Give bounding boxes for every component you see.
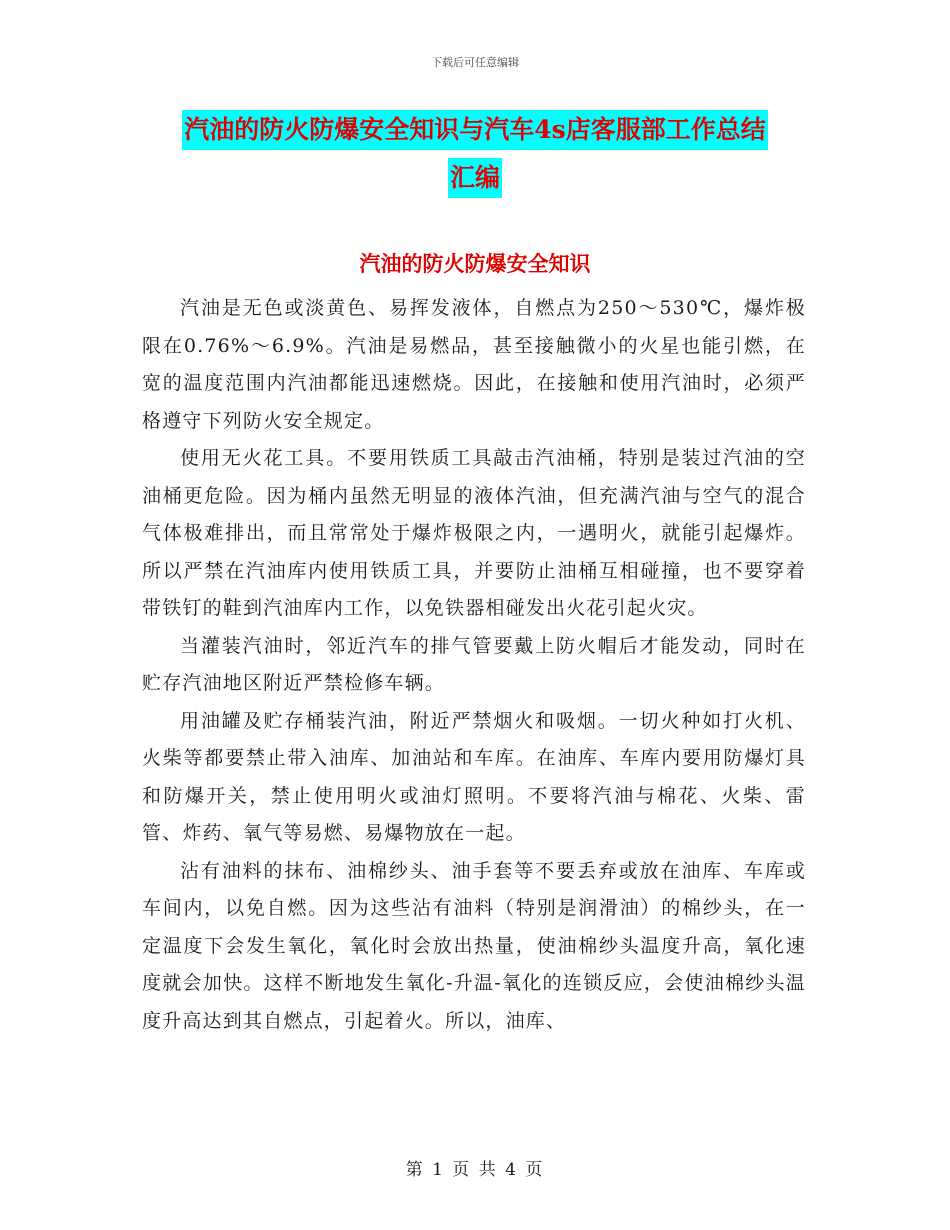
paragraph: 汽油是无色或淡黄色、易挥发液体，自燃点为250～530℃，爆炸极限在0.76%～6.9%。汽油是易燃品，甚至接触微小的火星也能引燃，在宽的温度范围内汽油都能迅速燃烧。因此，在接触和使用汽油时，必须严格遵守下列防火安全规定。 [142, 297, 806, 432]
document-title [0, 110, 950, 206]
page-number: 第 1 页 共 4 页 [405, 1160, 545, 1180]
title-line-2: 汇编 [448, 158, 502, 198]
paragraph: 沾有油料的抹布、油棉纱头、油手套等不要丢弃或放在油库、车库或车间内，以免自燃。因为这些沾有油料（特别是润滑油）的棉纱头，在一定温度下会发生氧化，氧化时会放出热量，使油棉纱头温度升高，氧化速度就会加快。这样不断地发生氧化-升温-氧化的连锁反应，会使油棉纱头温度升高达到其自燃点，引起着火。所以，油库、 [142, 859, 806, 1032]
paragraph: 用油罐及贮存桶装汽油，附近严禁烟火和吸烟。一切火种如打火机、火柴等都要禁止带入油库、加油站和车库。在油库、车库内要用防爆灯具和防爆开关，禁止使用明火或油灯照明。不要将汽油与棉花、火柴、雷管、炸药、氧气等易燃、易爆物放在一起。 [142, 709, 806, 844]
section-heading: 汽油的防火防爆安全知识 [359, 251, 591, 276]
body-text [142, 290, 806, 1040]
paragraph: 当灌装汽油时，邻近汽车的排气管要戴上防火帽后才能发动，同时在贮存汽油地区附近严禁检修车辆。 [142, 634, 806, 694]
paragraph: 使用无火花工具。不要用铁质工具敲击汽油桶，特别是装过汽油的空油桶更危险。因为桶内虽然无明显的液体汽油，但充满汽油与空气的混合气体极难排出，而且常常处于爆炸极限之内，一遇明火，就能引起爆炸。所以严禁在汽油库内使用铁质工具，并要防止油桶互相碰撞，也不要穿着带铁钉的鞋到汽油库内工作，以免铁器相碰发出火花引起火灾。 [142, 447, 806, 619]
header-note: 下载后可任意编辑 [431, 56, 519, 69]
title-line-1: 汽油的防火防爆安全知识与汽车4s店客服部工作总结 [182, 110, 767, 150]
